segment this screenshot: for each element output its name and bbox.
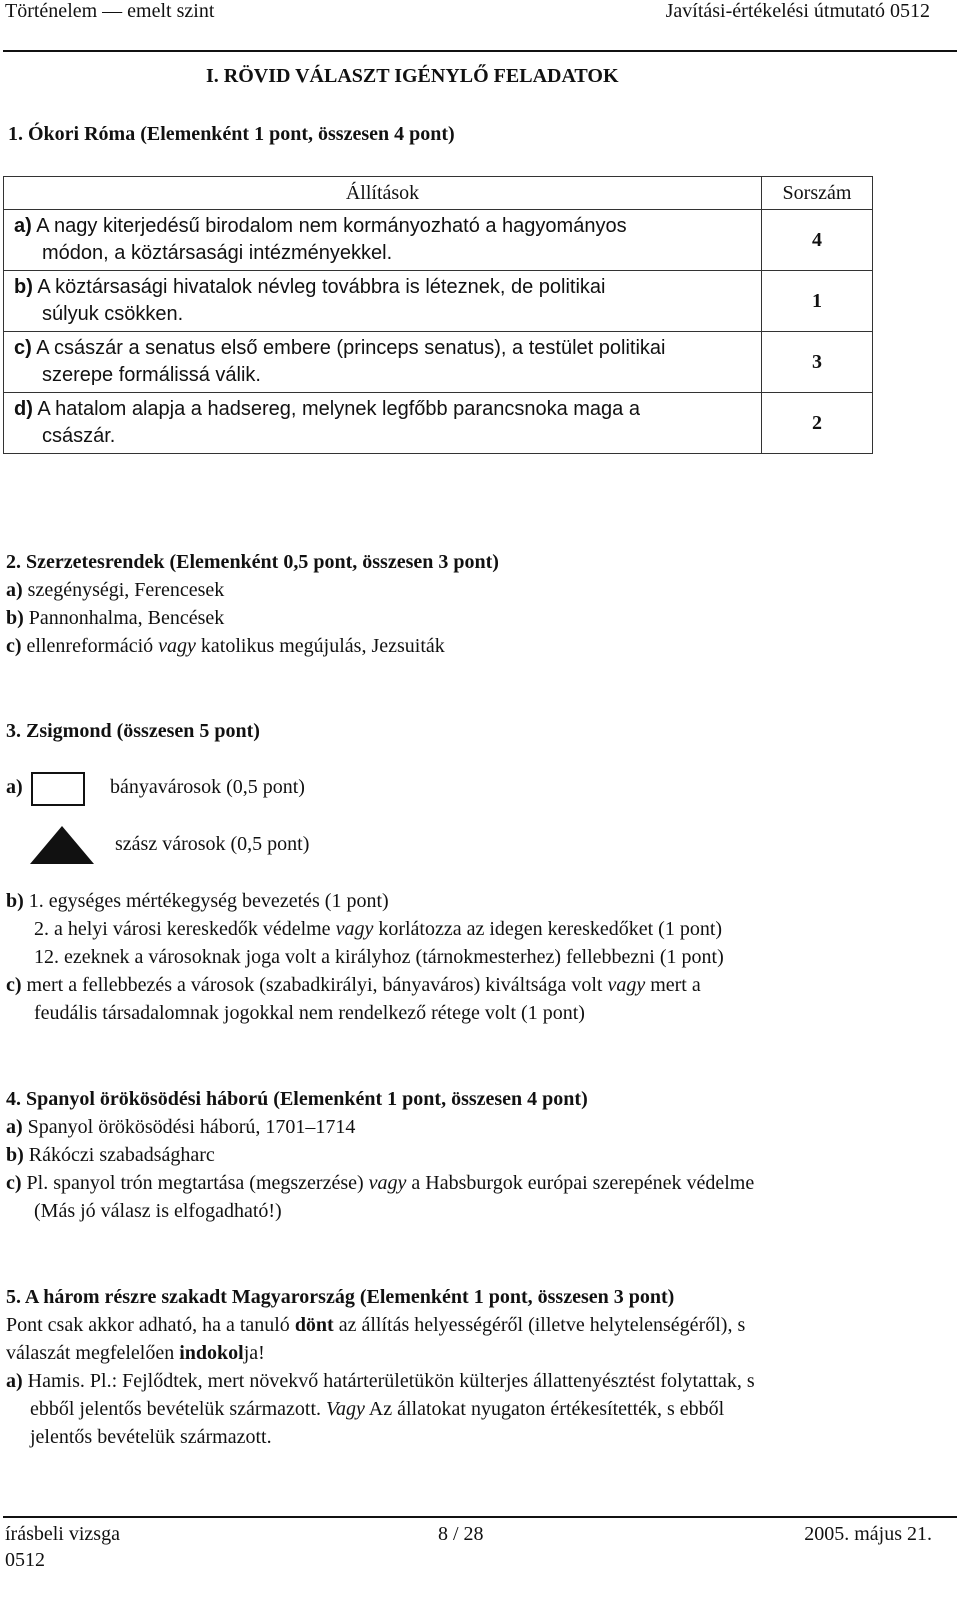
q1-table-header [4, 177, 873, 210]
q1-table [3, 176, 873, 454]
statement-d: d) A hatalom alapja a hadsereg, melynek legfőbb parancsnoka maga a császár. [4, 393, 762, 454]
q3-c-line2: feudális társadalomnak jogokkal nem rendelkező rétege volt (1 pont) [34, 1002, 585, 1024]
table-row [4, 332, 873, 393]
header-subject: Történelem — emelt szint [5, 0, 215, 22]
statement-a: a) A nagy kiterjedésű birodalom nem kormányozható a hagyományos módon, a köztársasági intézményekkel. [4, 210, 762, 271]
square-label: bányavárosok (0,5 pont) [110, 776, 305, 798]
q1-title: 1. Ókori Róma (Elemenként 1 pont, összesen 4 pont) [8, 123, 455, 145]
q2-title: 2. Szerzetesrendek (Elemenként 0,5 pont, összesen 3 pont) [6, 551, 499, 573]
q5-block [6, 1283, 928, 1451]
number-d: 2 [762, 393, 873, 454]
q5-intro-line2: válaszát megfelelően indokolja! [6, 1342, 265, 1364]
table-row [4, 271, 873, 332]
q4-block [6, 1085, 754, 1225]
statement-b: b) A köztársasági hivatalok névleg továbbra is léteznek, de politikai súlyuk csökken. [4, 271, 762, 332]
q3-b1: b) 1. egységes mértékegység bevezetés (1 pont) [6, 890, 389, 912]
triangle-label: szász városok (0,5 pont) [115, 833, 310, 855]
footer-exam-code: 0512 [5, 1549, 45, 1571]
q5-a-line2: ebből jelentős bevételük származott. Vagy Az állatokat nyugaton értékesítették, s ebből [30, 1398, 725, 1420]
col-statements: Állítások [4, 177, 762, 210]
footer-divider [3, 1516, 957, 1518]
q4-title: 4. Spanyol örökösödési háború (Elemenként 1 pont, összesen 4 pont) [6, 1088, 588, 1110]
triangle-symbol [30, 826, 94, 864]
q3-b2: 2. a helyi városi kereskedők védelme vagy korlátozza az idegen kereskedőket (1 pont) [34, 918, 723, 940]
q5-a-line1: a) Hamis. Pl.: Fejlődtek, mert növekvő határterületükön külterjes állattenyésztést folytattak, s [6, 1370, 755, 1392]
q5-title: 5. A három részre szakadt Magyarország (Elemenként 1 pont, összesen 3 pont) [6, 1286, 675, 1308]
footer-date: 2005. május 21. [804, 1523, 932, 1545]
number-b: 1 [762, 271, 873, 332]
header-divider [3, 50, 957, 52]
footer-page-number: 8 / 28 [438, 1523, 484, 1545]
q2-block [6, 548, 499, 660]
q4-item-c: c) Pl. spanyol trón megtartása (megszerzése) vagy a Habsburgok európai szerepének védelme [6, 1172, 755, 1194]
number-c: 3 [762, 332, 873, 393]
q2-item-b: b) Pannonhalma, Bencések [6, 607, 225, 629]
q4-item-a: a) Spanyol örökösödési háború, 1701–1714 [6, 1116, 356, 1138]
col-number: Sorszám [762, 177, 873, 210]
square-symbol [31, 772, 85, 806]
section-title: I. RÖVID VÁLASZT IGÉNYLŐ FELADATOK [206, 65, 619, 87]
page-header [5, 0, 930, 24]
header-guide-title: Javítási-értékelési útmutató 0512 [665, 0, 930, 22]
q3-c-line1: c) mert a fellebbezés a városok (szabadkirályi, bányaváros) kiváltsága volt vagy mert a [6, 974, 701, 996]
q3-a-letter: a) [6, 776, 23, 798]
q3-b-block [6, 887, 926, 1027]
number-a: 4 [762, 210, 873, 271]
q4-item-b: b) Rákóczi szabadságharc [6, 1144, 215, 1166]
q3-title: 3. Zsigmond (összesen 5 pont) [6, 720, 260, 742]
q2-item-a: a) szegénységi, Ferencesek [6, 579, 225, 601]
statement-c: c) A császár a senatus első embere (princeps senatus), a testület politikai szerepe formálissá válik. [4, 332, 762, 393]
q5-a-line3: jelentős bevételük származott. [30, 1426, 272, 1448]
table-row [4, 393, 873, 454]
q4-item-c-note: (Más jó válasz is elfogadható!) [34, 1200, 282, 1222]
q5-intro-line1: Pont csak akkor adható, ha a tanuló dönt az állítás helyességéről (illetve helytelenségéről), s [6, 1314, 746, 1336]
q2-item-c: c) ellenreformáció vagy katolikus megújulás, Jezsuiták [6, 635, 445, 657]
table-row [4, 210, 873, 271]
footer-exam-type: írásbeli vizsga [5, 1523, 120, 1545]
q3-b3: 12. ezeknek a városoknak joga volt a királyhoz (tárnokmesterhez) fellebbezni (1 pont) [34, 946, 724, 968]
